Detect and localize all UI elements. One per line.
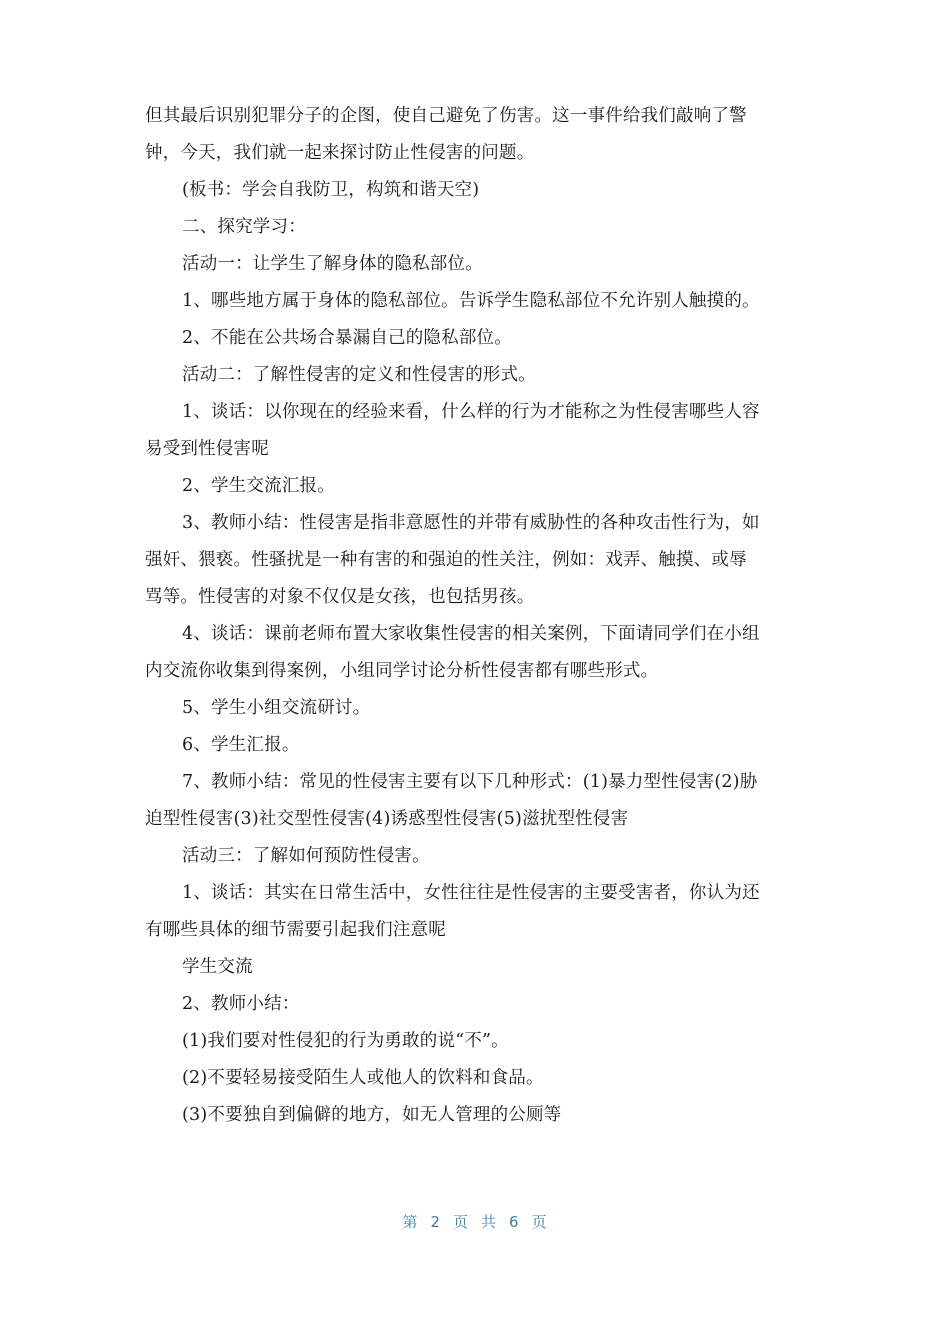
footer-page-number: 2 (430, 1213, 441, 1231)
text-line: 学生交流 (182, 957, 253, 977)
text-line: 6、学生汇报。 (182, 735, 300, 755)
text-line: (3)不要独自到偏僻的地方，如无人管理的公厕等 (182, 1105, 562, 1125)
text-line: 3、教师小结：性侵害是指非意愿性的并带有威胁性的各种攻击性行为，如 (182, 513, 760, 533)
section-heading: 二、探究学习： (182, 217, 306, 237)
text-line: (板书：学会自我防卫，构筑和谐天空) (182, 180, 480, 200)
text-line: (1)我们要对性侵犯的行为勇敢的说“不”。 (182, 1031, 509, 1051)
text-line: (2)不要轻易接受陌生人或他人的饮料和食品。 (182, 1068, 544, 1088)
page-footer (0, 1211, 950, 1232)
footer-gong: 共 (481, 1213, 498, 1231)
text-line: 有哪些具体的细节需要引起我们注意呢 (145, 920, 446, 940)
activity-heading: 活动三：了解如何预防性侵害。 (182, 846, 430, 866)
text-line: 内交流你收集到得案例，小组同学讨论分析性侵害都有哪些形式。 (145, 661, 659, 681)
footer-ye2: 页 (531, 1213, 548, 1231)
text-line: 骂等。性侵害的对象不仅仅是女孩，也包括男孩。 (145, 587, 535, 607)
footer-ye: 页 (452, 1213, 469, 1231)
text-line: 1、谈话：以你现在的经验来看，什么样的行为才能称之为性侵害哪些人容 (182, 402, 760, 422)
text-line: 强奸、猥亵。性骚扰是一种有害的和强迫的性关注，例如：戏弄、触摸、或辱 (145, 550, 747, 570)
text-line: 迫型性侵害(3)社交型性侵害(4)诱惑型性侵害(5)滋扰型性侵害 (145, 809, 629, 829)
text-line: 易受到性侵害呢 (145, 439, 269, 459)
text-line: 2、不能在公共场合暴漏自己的隐私部位。 (182, 328, 512, 348)
text-line: 4、谈话：课前老师布置大家收集性侵害的相关案例，下面请同学们在小组 (182, 624, 760, 644)
text-line: 1、谈话：其实在日常生活中，女性往往是性侵害的主要受害者，你认为还 (182, 883, 760, 903)
document-body (145, 98, 807, 1134)
footer-di: 第 (402, 1213, 419, 1231)
text-line: 2、学生交流汇报。 (182, 476, 335, 496)
text-line: 5、学生小组交流研讨。 (182, 698, 371, 718)
activity-heading: 活动二：了解性侵害的定义和性侵害的形式。 (182, 365, 536, 385)
text-line: 2、教师小结： (182, 994, 300, 1014)
text-line: 但其最后识别犯罪分子的企图，使自己避免了伤害。这一事件给我们敲响了警 (145, 106, 747, 126)
text-line: 1、哪些地方属于身体的隐私部位。告诉学生隐私部位不允许别人触摸的。 (182, 291, 760, 311)
text-line: 7、教师小结：常见的性侵害主要有以下几种形式：(1)暴力型性侵害(2)胁 (182, 772, 758, 792)
activity-heading: 活动一：让学生了解身体的隐私部位。 (182, 254, 483, 274)
text-line: 钟，今天，我们就一起来探讨防止性侵害的问题。 (145, 143, 535, 163)
footer-total-pages: 6 (509, 1213, 520, 1231)
